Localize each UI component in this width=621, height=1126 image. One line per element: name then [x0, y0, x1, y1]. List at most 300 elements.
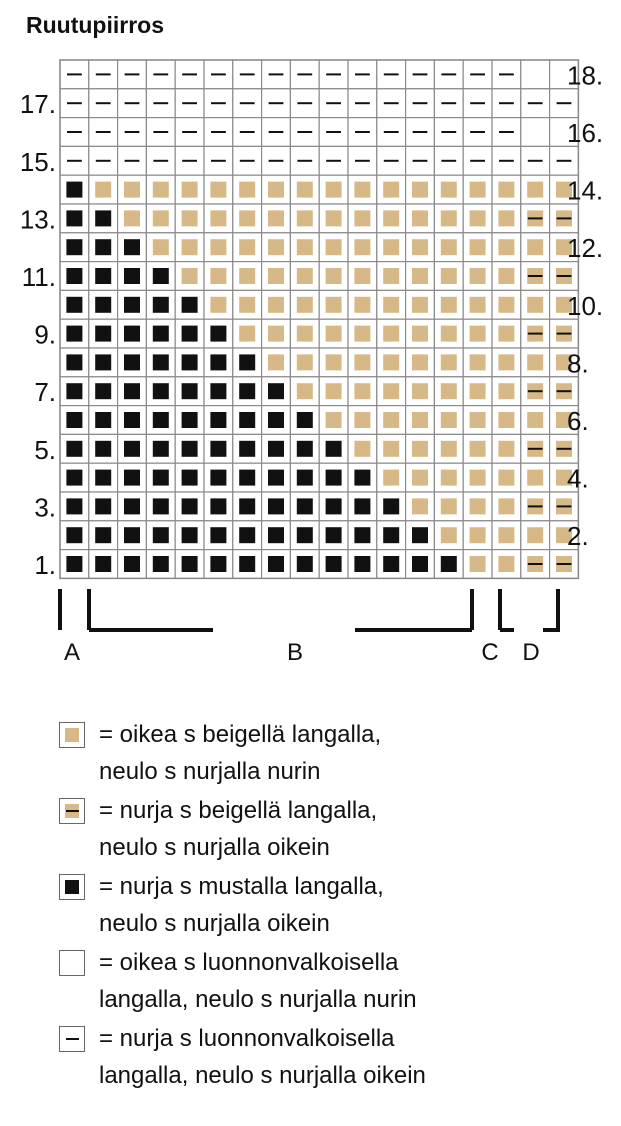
black-stitch-cell: [233, 434, 262, 463]
white-purl-cell: [492, 146, 521, 175]
beige-stitch-cell: [492, 492, 521, 521]
beige-stitch-cell: [406, 434, 435, 463]
black-stitch-cell: [175, 463, 204, 492]
beige-stitch-cell: [434, 290, 463, 319]
black-stitch-cell: [175, 434, 204, 463]
beige-stitch-cell: [406, 377, 435, 406]
white-purl-cell: [233, 146, 262, 175]
beige-stitch-cell: [175, 262, 204, 291]
black-stitch-cell: [146, 348, 175, 377]
beige-purl-cell: [521, 434, 550, 463]
beige-stitch-cell: [463, 348, 492, 377]
white-purl-cell: [89, 146, 118, 175]
row-label: 1.: [34, 550, 56, 580]
beige-stitch-cell: [521, 290, 550, 319]
row-label: 8.: [567, 348, 589, 379]
row-label: 3.: [34, 492, 56, 523]
beige-stitch-cell: [463, 175, 492, 204]
black-stitch-cell: [204, 434, 233, 463]
beige-stitch-cell: [319, 319, 348, 348]
black-stitch-cell: [406, 521, 435, 550]
beige-stitch-cell: [521, 406, 550, 435]
beige-stitch-cell: [434, 262, 463, 291]
beige-stitch-cell: [377, 175, 406, 204]
beige-stitch-cell: [204, 204, 233, 233]
black-stitch-cell: [118, 434, 147, 463]
beige-stitch-cell: [348, 434, 377, 463]
beige-stitch-cell: [319, 175, 348, 204]
beige-stitch-cell: [348, 319, 377, 348]
beige-stitch-cell: [463, 290, 492, 319]
white-purl-cell: [290, 146, 319, 175]
white-purl-cell: [60, 118, 89, 147]
beige-stitch-cell: [492, 319, 521, 348]
chart-title: Ruutupiirros: [26, 12, 164, 38]
beige-stitch-cell: [175, 204, 204, 233]
beige-stitch-cell: [290, 262, 319, 291]
white-purl-cell: [463, 118, 492, 147]
beige-stitch-cell: [290, 233, 319, 262]
white-purl-cell: [377, 118, 406, 147]
beige-stitch-cell: [233, 319, 262, 348]
white-purl-cell: [60, 89, 89, 118]
beige-stitch-cell: [406, 319, 435, 348]
black-stitch-cell: [89, 262, 118, 291]
beige-stitch-cell: [348, 262, 377, 291]
white-purl-cell: [146, 118, 175, 147]
beige-stitch-cell: [377, 406, 406, 435]
beige-square-symbol: [59, 722, 85, 748]
beige-stitch-cell: [319, 348, 348, 377]
legend-text-line2: langalla, neulo s nurjalla nurin: [99, 986, 417, 1013]
beige-stitch-cell: [233, 290, 262, 319]
black-stitch-cell: [60, 175, 89, 204]
beige-stitch-cell: [262, 262, 291, 291]
white-purl-cell: [118, 118, 147, 147]
beige-stitch-cell: [348, 348, 377, 377]
beige-stitch-cell: [492, 233, 521, 262]
legend-text-line2: neulo s nurjalla nurin: [99, 758, 321, 785]
white-purl-cell: [204, 60, 233, 89]
beige-stitch-cell: [377, 348, 406, 377]
black-stitch-cell: [290, 434, 319, 463]
black-stitch-cell: [118, 319, 147, 348]
beige-stitch-cell: [377, 204, 406, 233]
beige-stitch-cell: [233, 204, 262, 233]
black-stitch-cell: [118, 233, 147, 262]
row-labels-right: [567, 60, 603, 551]
black-stitch-cell: [290, 463, 319, 492]
black-stitch-cell: [89, 348, 118, 377]
row-label: 17.: [19, 89, 56, 120]
black-stitch-cell: [233, 492, 262, 521]
black-stitch-cell: [262, 434, 291, 463]
beige-stitch-cell: [434, 348, 463, 377]
legend-text-line1: = nurja s luonnonvalkoisella: [99, 1025, 395, 1052]
black-stitch-cell: [89, 521, 118, 550]
white-purl-cell: [290, 60, 319, 89]
white-purl-cell: [89, 118, 118, 147]
beige-stitch-cell: [463, 262, 492, 291]
beige-stitch-cell: [406, 406, 435, 435]
black-stitch-cell: [60, 348, 89, 377]
beige-stitch-cell: [434, 521, 463, 550]
row-label: 7.: [34, 377, 56, 408]
beige-stitch-cell: [492, 434, 521, 463]
white-purl-cell: [463, 146, 492, 175]
row-labels-left: [20, 89, 56, 580]
white-empty-symbol: [59, 950, 85, 976]
black-stitch-cell: [204, 550, 233, 579]
beige-stitch-cell: [492, 406, 521, 435]
white-purl-cell: [146, 60, 175, 89]
legend-item-white-purl: [59, 1020, 599, 1096]
black-stitch-cell: [233, 406, 262, 435]
black-stitch-cell: [60, 233, 89, 262]
beige-stitch-cell: [262, 204, 291, 233]
black-stitch-cell: [60, 262, 89, 291]
legend-item-black-purl: [59, 868, 599, 944]
black-stitch-cell: [146, 521, 175, 550]
beige-stitch-cell: [406, 233, 435, 262]
beige-stitch-cell: [233, 175, 262, 204]
white-purl-cell: [406, 118, 435, 147]
beige-purl-cell: [521, 550, 550, 579]
legend-text-line2: neulo s nurjalla oikein: [99, 834, 330, 861]
beige-stitch-cell: [262, 175, 291, 204]
white-purl-cell: [60, 146, 89, 175]
beige-stitch-cell: [204, 233, 233, 262]
black-stitch-cell: [146, 463, 175, 492]
black-stitch-cell: [434, 550, 463, 579]
white-purl-cell: [521, 146, 550, 175]
black-stitch-cell: [118, 463, 147, 492]
beige-stitch-cell: [348, 204, 377, 233]
chart-grid: [60, 60, 578, 578]
white-purl-cell: [175, 89, 204, 118]
legend-item-beige-knit: [59, 716, 599, 792]
beige-stitch-cell: [319, 377, 348, 406]
black-stitch-cell: [233, 521, 262, 550]
black-stitch-cell: [60, 406, 89, 435]
white-purl-cell: [406, 146, 435, 175]
black-stitch-cell: [262, 521, 291, 550]
white-purl-cell: [319, 146, 348, 175]
beige-stitch-cell: [492, 463, 521, 492]
beige-stitch-cell: [319, 290, 348, 319]
black-stitch-cell: [233, 348, 262, 377]
black-stitch-cell: [60, 290, 89, 319]
beige-stitch-cell: [492, 290, 521, 319]
black-stitch-cell: [290, 406, 319, 435]
white-purl-cell: [233, 60, 262, 89]
white-purl-cell: [377, 89, 406, 118]
legend-text-line1: = oikea s beigellä langalla,: [99, 721, 382, 748]
black-stitch-cell: [204, 348, 233, 377]
black-stitch-cell: [262, 492, 291, 521]
white-purl-cell: [434, 146, 463, 175]
white-purl-cell: [492, 118, 521, 147]
beige-purl-cell: [521, 319, 550, 348]
beige-stitch-cell: [175, 233, 204, 262]
beige-stitch-cell: [377, 434, 406, 463]
beige-stitch-cell: [406, 262, 435, 291]
legend-text-line2: neulo s nurjalla oikein: [99, 910, 330, 937]
black-stitch-cell: [89, 377, 118, 406]
row-label: 15.: [19, 146, 56, 177]
section-label-c: C: [481, 639, 499, 666]
white-purl-cell: [204, 89, 233, 118]
black-stitch-cell: [233, 377, 262, 406]
white-purl-cell: [319, 89, 348, 118]
section-label-a: A: [63, 639, 81, 666]
row-label: 11.: [21, 262, 56, 292]
black-stitch-cell: [146, 434, 175, 463]
white-purl-cell: [262, 118, 291, 147]
beige-stitch-cell: [521, 175, 550, 204]
white-purl-cell: [463, 60, 492, 89]
beige-stitch-cell: [492, 348, 521, 377]
bracket-b-right: [355, 589, 472, 630]
beige-stitch-cell: [492, 377, 521, 406]
white-purl-cell: [319, 60, 348, 89]
white-purl-cell: [204, 118, 233, 147]
beige-stitch-cell: [348, 377, 377, 406]
beige-stitch-cell: [290, 348, 319, 377]
beige-stitch-cell: [521, 233, 550, 262]
beige-purl-cell: [521, 492, 550, 521]
black-stitch-cell: [146, 550, 175, 579]
beige-stitch-cell: [377, 463, 406, 492]
beige-stitch-cell: [434, 406, 463, 435]
beige-stitch-cell: [233, 262, 262, 291]
beige-stitch-cell: [118, 175, 147, 204]
black-stitch-cell: [60, 377, 89, 406]
white-purl-cell: [89, 89, 118, 118]
black-stitch-cell: [118, 262, 147, 291]
black-stitch-cell: [290, 521, 319, 550]
black-stitch-cell: [406, 550, 435, 579]
black-stitch-cell: [118, 290, 147, 319]
white-stitch-cell: [521, 118, 550, 147]
black-stitch-cell: [204, 319, 233, 348]
beige-stitch-cell: [233, 233, 262, 262]
black-stitch-cell: [60, 492, 89, 521]
legend-text-line1: = nurja s beigellä langalla,: [99, 797, 378, 824]
black-stitch-cell: [319, 463, 348, 492]
black-stitch-cell: [89, 290, 118, 319]
beige-stitch-cell: [319, 233, 348, 262]
white-purl-cell: [118, 89, 147, 118]
black-stitch-cell: [146, 290, 175, 319]
black-stitch-cell: [319, 492, 348, 521]
legend-text-line1: = oikea s luonnonvalkoisella: [99, 949, 399, 976]
black-stitch-cell: [290, 550, 319, 579]
beige-stitch-cell: [434, 463, 463, 492]
white-dash-symbol: [59, 1026, 85, 1052]
black-stitch-cell: [89, 550, 118, 579]
row-label: 10.: [567, 290, 604, 321]
bracket-d: [500, 589, 558, 630]
beige-purl-cell: [550, 262, 579, 291]
row-label: 5.: [34, 434, 56, 465]
white-purl-cell: [175, 60, 204, 89]
black-square-symbol: [59, 874, 85, 900]
beige-stitch-cell: [521, 348, 550, 377]
beige-purl-cell: [550, 492, 579, 521]
row-label: 13.: [19, 204, 56, 235]
black-stitch-cell: [262, 406, 291, 435]
black-stitch-cell: [348, 492, 377, 521]
beige-purl-cell: [521, 204, 550, 233]
beige-stitch-cell: [204, 290, 233, 319]
beige-stitch-cell: [434, 377, 463, 406]
section-label-b: B: [286, 639, 304, 666]
beige-stitch-cell: [434, 175, 463, 204]
black-stitch-cell: [319, 550, 348, 579]
white-purl-cell: [262, 146, 291, 175]
beige-stitch-cell: [492, 262, 521, 291]
black-stitch-cell: [175, 348, 204, 377]
black-stitch-cell: [89, 406, 118, 435]
beige-stitch-cell: [262, 319, 291, 348]
row-label: 9.: [34, 319, 56, 350]
row-label: 16.: [567, 118, 604, 148]
white-purl-cell: [377, 60, 406, 89]
beige-stitch-cell: [377, 377, 406, 406]
white-purl-cell: [146, 146, 175, 175]
black-stitch-cell: [175, 319, 204, 348]
legend-text-line1: = nurja s mustalla langalla,: [99, 873, 384, 900]
black-stitch-cell: [204, 521, 233, 550]
beige-stitch-cell: [118, 204, 147, 233]
beige-stitch-cell: [492, 175, 521, 204]
white-purl-cell: [175, 118, 204, 147]
black-stitch-cell: [348, 463, 377, 492]
beige-stitch-cell: [406, 348, 435, 377]
black-stitch-cell: [175, 521, 204, 550]
beige-stitch-cell: [146, 204, 175, 233]
legend: [59, 716, 599, 1096]
black-stitch-cell: [348, 550, 377, 579]
black-stitch-cell: [89, 233, 118, 262]
beige-stitch-cell: [146, 175, 175, 204]
white-purl-cell: [204, 146, 233, 175]
beige-stitch-cell: [406, 492, 435, 521]
white-purl-cell: [319, 118, 348, 147]
beige-stitch-cell: [319, 204, 348, 233]
section-brackets: [60, 589, 558, 630]
black-stitch-cell: [118, 377, 147, 406]
beige-stitch-cell: [377, 290, 406, 319]
black-stitch-cell: [146, 492, 175, 521]
beige-stitch-cell: [290, 204, 319, 233]
row-label: 4.: [567, 463, 589, 494]
black-stitch-cell: [175, 290, 204, 319]
beige-stitch-cell: [319, 262, 348, 291]
beige-purl-cell: [521, 262, 550, 291]
beige-stitch-cell: [348, 290, 377, 319]
beige-stitch-cell: [492, 204, 521, 233]
white-purl-cell: [348, 146, 377, 175]
black-stitch-cell: [204, 377, 233, 406]
white-purl-cell: [290, 118, 319, 147]
beige-stitch-cell: [262, 233, 291, 262]
black-stitch-cell: [233, 463, 262, 492]
beige-stitch-cell: [434, 319, 463, 348]
white-purl-cell: [118, 146, 147, 175]
beige-stitch-cell: [463, 204, 492, 233]
beige-stitch-cell: [377, 233, 406, 262]
black-stitch-cell: [319, 434, 348, 463]
white-purl-cell: [550, 146, 579, 175]
white-purl-cell: [262, 60, 291, 89]
black-stitch-cell: [118, 521, 147, 550]
black-stitch-cell: [204, 463, 233, 492]
beige-purl-cell: [550, 550, 579, 579]
legend-text-line2: langalla, neulo s nurjalla oikein: [99, 1062, 426, 1089]
black-stitch-cell: [175, 377, 204, 406]
beige-stitch-cell: [146, 233, 175, 262]
white-purl-cell: [521, 89, 550, 118]
beige-stitch-cell: [377, 319, 406, 348]
beige-purl-cell: [550, 377, 579, 406]
legend-item-white-knit: [59, 944, 599, 1020]
row-label: 12.: [567, 233, 604, 264]
black-stitch-cell: [118, 406, 147, 435]
white-purl-cell: [406, 60, 435, 89]
beige-stitch-cell: [463, 463, 492, 492]
black-stitch-cell: [319, 521, 348, 550]
black-stitch-cell: [348, 521, 377, 550]
black-stitch-cell: [89, 492, 118, 521]
black-stitch-cell: [89, 204, 118, 233]
black-stitch-cell: [377, 550, 406, 579]
beige-stitch-cell: [434, 434, 463, 463]
beige-stitch-cell: [89, 175, 118, 204]
beige-stitch-cell: [463, 319, 492, 348]
beige-stitch-cell: [204, 262, 233, 291]
beige-stitch-cell: [492, 521, 521, 550]
beige-stitch-cell: [463, 377, 492, 406]
beige-stitch-cell: [463, 434, 492, 463]
black-stitch-cell: [118, 348, 147, 377]
beige-stitch-cell: [290, 290, 319, 319]
black-stitch-cell: [175, 550, 204, 579]
black-stitch-cell: [146, 406, 175, 435]
black-stitch-cell: [60, 550, 89, 579]
beige-stitch-cell: [521, 521, 550, 550]
black-stitch-cell: [377, 492, 406, 521]
beige-purl-cell: [550, 204, 579, 233]
black-stitch-cell: [204, 406, 233, 435]
beige-stitch-cell: [348, 406, 377, 435]
row-label: 6.: [567, 406, 589, 436]
black-stitch-cell: [60, 319, 89, 348]
white-purl-cell: [406, 89, 435, 118]
white-purl-cell: [463, 89, 492, 118]
black-stitch-cell: [233, 550, 262, 579]
white-purl-cell: [348, 118, 377, 147]
white-purl-cell: [118, 60, 147, 89]
beige-stitch-cell: [290, 175, 319, 204]
beige-stitch-cell: [463, 550, 492, 579]
black-stitch-cell: [146, 262, 175, 291]
black-stitch-cell: [146, 319, 175, 348]
beige-stitch-cell: [262, 348, 291, 377]
beige-purl-cell: [550, 434, 579, 463]
white-purl-cell: [434, 60, 463, 89]
